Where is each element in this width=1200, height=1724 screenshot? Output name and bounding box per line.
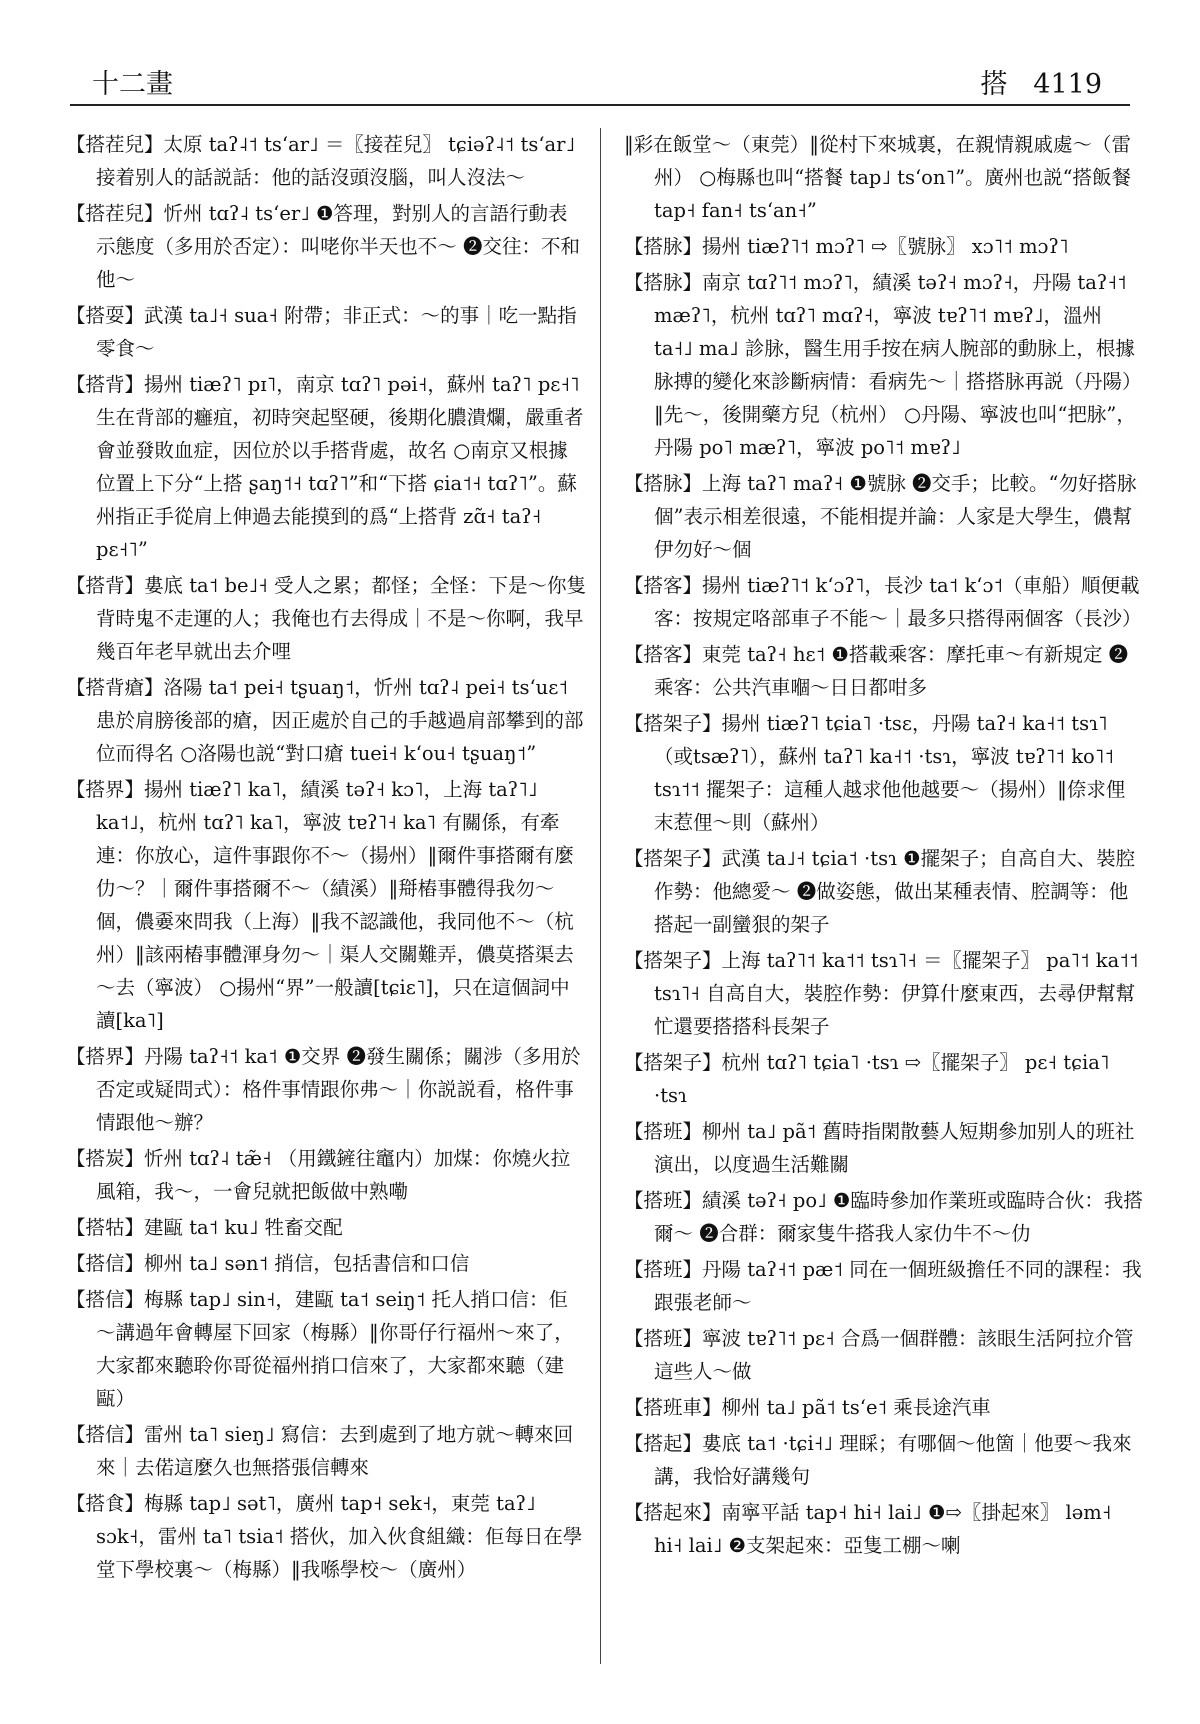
entry-definition: 東莞 taʔ˧ hɛ˦ ❶搭載乘客：摩托車～有新規定 ❷乘客：公共汽車嗰～日日都咁多 xyxy=(654,643,1129,699)
entry-definition: 忻州 tɑʔ˨ tæ̃˧ （用鐵鏟往竈内）加煤：你燒火拉風箱，我～，一會兒就把飯做中熟嘞 xyxy=(96,1147,571,1203)
entry-headword: 【搭食】 xyxy=(66,1492,145,1515)
dictionary-entry xyxy=(624,467,1144,566)
dictionary-entry xyxy=(624,1115,1144,1181)
entry-headword: 【搭脉】 xyxy=(624,472,703,495)
entry-headword: 【搭背瘡】 xyxy=(66,676,164,699)
page-head-character: 搭 xyxy=(980,69,1008,100)
entry-definition: 柳州 ta˩ pã˦ 舊時指閑散藝人短期參加别人的班社演出，以度過生活難關 xyxy=(654,1120,1135,1176)
dictionary-entry xyxy=(66,1211,586,1244)
entry-headword: 【搭班】 xyxy=(624,1189,703,1212)
dictionary-entry xyxy=(66,299,586,365)
dictionary-entry xyxy=(624,230,1144,263)
dictionary-entry xyxy=(624,1184,1144,1250)
entry-headword: 【搭客】 xyxy=(624,643,703,666)
entry-definition: ‖彩在飯堂～（東莞）‖從村下來城裏，在親情親戚處～（雷州） ○梅縣也叫“搭餐 tap˩ tsʻon˥”。廣州也説“搭飯餐 tap˧ fan˧ tsʻan˧” xyxy=(624,133,1132,222)
entry-definition: 上海 taʔ˥˦ ka˦˦ tsɿ˥˧ ＝〖擺架子〗 pa˥˦ ka˦˦ tsɿ˥˧ 自高自大，裝腔作勢：伊算什麼東西，去尋伊幫幫忙還要搭搭科長架子 xyxy=(654,949,1139,1038)
entry-headword: 【搭起來】 xyxy=(624,1501,722,1524)
entry-headword: 【搭架子】 xyxy=(624,1051,722,1074)
dictionary-entry xyxy=(66,569,586,668)
dictionary-entry xyxy=(66,1418,586,1484)
entry-definition: 上海 taʔ˥ maʔ˧ ❶號脉 ❷交手；比較。“勿好搭脉個”表示相差很遠，不能相提并論：人家是大學生，儂幫伊勿好～個 xyxy=(654,472,1137,561)
entry-definition: 揚州 tiæʔ˥˦ mɔʔ˥ ⇨〖號脉〗 xɔ˥˦ mɔʔ˥ xyxy=(702,235,1069,258)
page-number: 4119 xyxy=(1033,69,1102,100)
entry-definition: 婁底 ta˦ ·tɕi˧˩ 理睬；有哪個～他箇｜他要～我來講，我恰好講幾句 xyxy=(654,1432,1132,1488)
entry-definition: 武漢 ta˩˧ sua˧ 附帶；非正式：～的事｜吃一點指零食～ xyxy=(96,304,577,360)
entry-definition: 梅縣 tap˩ sin˧，建甌 ta˦ seiŋ˦ 托人捎口信：佢～講過年會轉屋下回家（梅縣）‖你哥仔行福州～來了，大家都來聽聆你哥從福州捎口信來了，大家都來聽（建甌） xyxy=(96,1288,574,1410)
entry-headword: 【搭茬兒】 xyxy=(66,202,164,225)
entry-definition: 揚州 tiæʔ˥ tɕia˥ ·tsɛ，丹陽 taʔ˧ ka˧˦ tsɿ˥（或tsæʔ˥），蘇州 taʔ˥ ka˧˦ ·tsɿ，寧波 tɐʔ˥˦ ko˥˦ tsɿ˦˦ 擺架子：這種人越求他他越要～（揚州）‖倷求俚末惹俚～則（蘇州） xyxy=(654,712,1126,834)
entry-definition: 揚州 tiæʔ˥ pɪ˥，南京 tɑʔ˥ pəi˧，蘇州 taʔ˥ pɛ˧˥ 生在背部的癰疽，初時突起堅硬，後期化膿潰爛，嚴重者會並發敗血症，因位於以手搭背處，故名 ○南京又根據位置上下分“上搭 ʂaŋ˦˧ tɑʔ˥”和“下搭 ɕia˦˧ tɑʔ˥”。蘇州指正手從肩上伸過去能摸到的爲“上搭背 zɑ̃˧ taʔ˧ pɛ˧˥” xyxy=(96,373,584,561)
entry-definition: 太原 taʔ˨˦ tsʻar˩ ＝〖接茬兒〗 tɕiəʔ˨˦ tsʻar˩ 接着别人的話説話：他的話沒頭沒腦，叫人沒法～ xyxy=(96,133,576,189)
dictionary-entry xyxy=(624,1391,1144,1424)
entry-definition: 寧波 tɐʔ˥˦ pɛ˧ 合爲一個群體：該眼生活阿拉介管這些人～做 xyxy=(654,1327,1134,1383)
entry-definition: 南寧平話 tap˧ hi˧ lai˩ ❶⇨〖掛起來〗 ləm˧ hi˧ lai˩ ❷支架起來：亞隻工棚～喇 xyxy=(654,1501,1112,1557)
entry-headword: 【搭信】 xyxy=(66,1288,145,1311)
dictionary-entry xyxy=(66,1283,586,1415)
dictionary-entry xyxy=(624,944,1144,1043)
dictionary-entry xyxy=(66,1040,586,1139)
entry-definition: 武漢 ta˩˧ tɕia˦ ·tsɿ ❶擺架子；自高自大、裝腔作勢：他總愛～ ❷做姿態，做出某種表情、腔調等：他搭起一副蠻狠的架子 xyxy=(654,847,1136,936)
entry-definition: 績溪 təʔ˧ po˩ ❶臨時參加作業班或臨時合伙：我搭爾～ ❷合群：爾家隻牛搭我人家仂牛不～仂 xyxy=(654,1189,1143,1245)
entry-definition: 忻州 tɑʔ˨ tsʻer˩ ❶答理，對别人的言語行動表示態度（多用於否定）：叫咾你半天也不～ ❷交往：不和他～ xyxy=(96,202,580,291)
entry-definition: 揚州 tiæʔ˥˦ kʻɔʔ˥，長沙 ta˦ kʻɔ˦（車船）順便載客：按規定咯部車子不能～｜最多只搭得兩個客（長沙） xyxy=(654,574,1142,630)
entry-headword: 【搭茬兒】 xyxy=(66,133,164,156)
header-rule xyxy=(70,104,1130,106)
dictionary-entry xyxy=(624,1046,1144,1112)
entry-definition: 柳州 ta˩ sən˦ 捎信，包括書信和口信 xyxy=(144,1252,470,1275)
entry-definition: 婁底 ta˦ be˩˧ 受人之累；都怪；全怪：下是～你隻背時鬼不走運的人；我俺也冇去得成｜不是～你啊，我早幾百年老早就出去介哩 xyxy=(96,574,586,663)
entry-definition: 雷州 ta˥ sieŋ˩ 寫信：去到處到了地方就～轉來回來｜去偌這麼久也無搭張信轉來 xyxy=(96,1423,574,1479)
entry-headword: 【搭耍】 xyxy=(66,304,145,327)
entry-definition: 柳州 ta˩ pã˦ tsʻe˦ 乘長途汽車 xyxy=(721,1396,991,1419)
entry-headword: 【搭背】 xyxy=(66,373,145,396)
entry-headword: 【搭界】 xyxy=(66,1045,145,1068)
dictionary-entry xyxy=(624,266,1144,464)
entry-definition: 南京 tɑʔ˥˦ mɔʔ˥，績溪 təʔ˧ mɔʔ˧，丹陽 taʔ˧˦ mæʔ˥，杭州 tɑʔ˥ mɑʔ˧，寧波 tɐʔ˥˦ mɐʔ˩，溫州 ta˧˩ ma˩ 診脉，醫生用手按在病人腕部的動脉上，根據脉搏的變化來診斷病情：看病先～｜搭搭脉再説（丹陽）‖先～，後開藥方兒（杭州） ○丹陽、寧波也叫“把脉”，丹陽 po˥ mæʔ˥，寧波 po˥˦ mɐʔ˩ xyxy=(654,271,1142,459)
dictionary-entry xyxy=(66,1142,586,1208)
dictionary-entry xyxy=(624,128,1144,227)
entry-headword: 【搭信】 xyxy=(66,1252,145,1275)
dictionary-entry xyxy=(624,1322,1144,1388)
right-column xyxy=(624,128,1144,1565)
dictionary-entry xyxy=(66,368,586,566)
entry-headword: 【搭信】 xyxy=(66,1423,145,1446)
page-heading xyxy=(981,62,1102,101)
dictionary-entry xyxy=(624,638,1144,704)
entry-headword: 【搭起】 xyxy=(624,1432,703,1455)
dictionary-entry xyxy=(624,842,1144,941)
left-column xyxy=(66,128,586,1589)
entry-headword: 【搭客】 xyxy=(624,574,703,597)
entry-headword: 【搭界】 xyxy=(66,778,145,801)
dictionary-entry xyxy=(66,671,586,770)
dictionary-entry xyxy=(624,707,1144,839)
entry-headword: 【搭脉】 xyxy=(624,271,703,294)
entry-headword: 【搭架子】 xyxy=(624,712,722,735)
column-divider xyxy=(600,128,601,1664)
entry-headword: 【搭架子】 xyxy=(624,949,722,972)
dictionary-entry xyxy=(66,197,586,296)
entry-headword: 【搭架子】 xyxy=(624,847,722,870)
dictionary-entry xyxy=(66,128,586,194)
entry-definition: 丹陽 taʔ˧˦ ka˦ ❶交界 ❷發生關係；關涉（多用於否定或疑問式）：格件事情跟你弗～｜你説説看，格件事情跟他～辦？ xyxy=(96,1045,581,1134)
dictionary-entry xyxy=(66,1487,586,1586)
entry-headword: 【搭班】 xyxy=(624,1120,703,1143)
dictionary-entry xyxy=(66,1247,586,1280)
entry-definition: 丹陽 taʔ˧˦ pæ˦ 同在一個班級擔任不同的課程：我跟張老師～ xyxy=(654,1258,1142,1314)
entry-definition: 梅縣 tap˩ sət˥，廣州 tap˧ sek˧，東莞 taʔ˩ sɔk˧，雷州 ta˥ tsia˦ 搭伙，加入伙食組織：佢每日在學堂下學校裏～（梅縣）‖我喺學校～（廣州） xyxy=(96,1492,583,1581)
entry-headword: 【搭脉】 xyxy=(624,235,703,258)
entry-headword: 【搭炭】 xyxy=(66,1147,145,1170)
entry-headword: 【搭背】 xyxy=(66,574,145,597)
dictionary-entry xyxy=(624,1253,1144,1319)
entry-definition: 杭州 tɑʔ˥ tɕia˥ ·tsɿ ⇨〖擺架子〗 pɛ˧ tɕia˥ ·tsɿ xyxy=(654,1051,1110,1107)
entry-headword: 【搭牯】 xyxy=(66,1216,145,1239)
entry-definition: 洛陽 ta˦ pei˧ tʂuaŋ˦，忻州 tɑʔ˨ pei˧ tsʻuɛ˦ 患於肩膀後部的瘡，因正處於自己的手越過肩部攀到的部位而得名 ○洛陽也説“對口瘡 tuei˧ kʻou˧ tʂuaŋ˦” xyxy=(96,676,584,765)
dictionary-entry xyxy=(624,569,1144,635)
dictionary-entry xyxy=(624,1427,1144,1493)
entry-definition: 建甌 ta˦ ku˩ 牲畜交配 xyxy=(144,1216,343,1239)
dictionary-entry xyxy=(624,1496,1144,1562)
dictionary-entry xyxy=(66,773,586,1037)
entry-headword: 【搭班】 xyxy=(624,1258,703,1281)
entry-definition: 揚州 tiæʔ˥ ka˥，績溪 təʔ˧ kɔ˥，上海 taʔ˥˩ ka˦˩，杭州 tɑʔ˥ ka˥，寧波 tɐʔ˥˧ ka˥ 有關係，有牽連：你放心，這件事跟你不～（揚州）‖爾件事搭爾有麼仂～？｜爾件事搭爾不～（績溪）‖搿樁事體得我勿～個，儂嫑來問我（上海）‖我不認識他，我同他不～（杭州）‖該兩樁事體渾身勿～｜渠人交關難弄，儂莫搭渠去～去（寧波） ○揚州“界”一般讀[tɕiɛ˥]，只在這個詞中讀[ka˥] xyxy=(96,778,574,1032)
entry-headword: 【搭班】 xyxy=(624,1327,703,1350)
entry-headword: 【搭班車】 xyxy=(624,1396,722,1419)
section-title: 十二畫 xyxy=(92,69,173,100)
